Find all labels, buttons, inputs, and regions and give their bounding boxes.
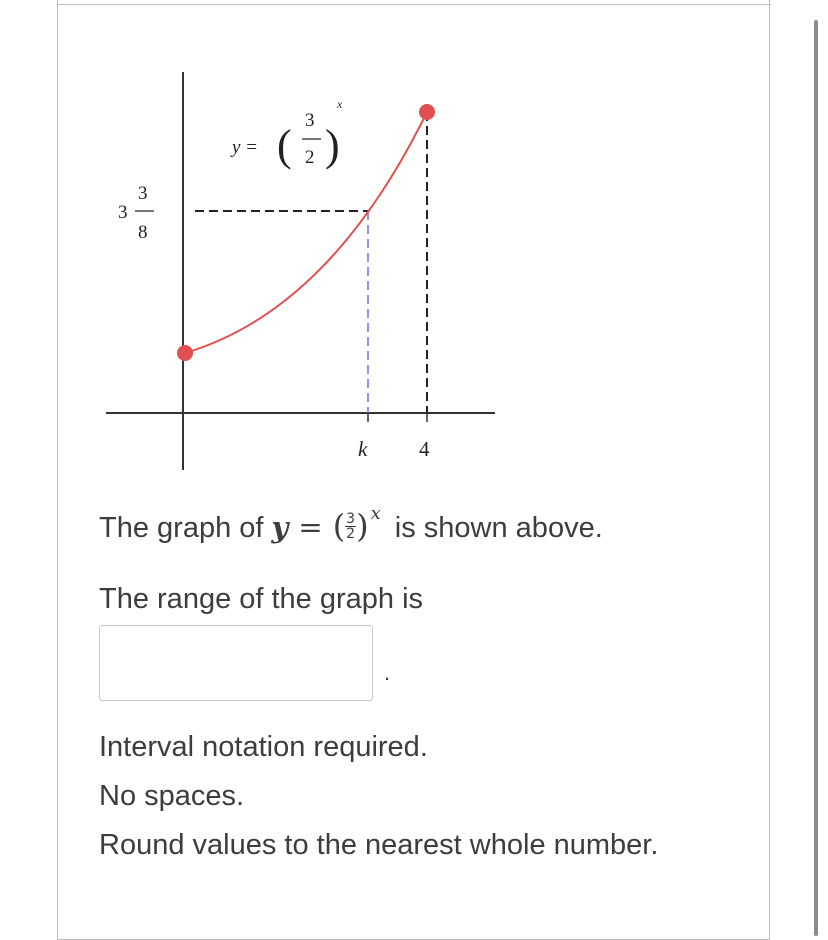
- equation-paren-open: (: [277, 121, 292, 170]
- x-tick-label-4: 4: [419, 437, 430, 461]
- question-statement: [99, 503, 603, 545]
- statement-equals: =: [298, 510, 323, 544]
- statement-paren-open: (: [332, 507, 346, 545]
- equation-base-numerator: 3: [305, 110, 315, 131]
- instruction-rounding: Round values to the nearest whole number.: [99, 829, 659, 861]
- statement-fraction: [345, 512, 356, 541]
- equation-base-denominator: 2: [305, 147, 315, 168]
- y-tick-numerator: 3: [138, 183, 148, 204]
- y-tick-whole: 3: [118, 202, 128, 223]
- range-prompt: The range of the graph is: [99, 583, 424, 615]
- equation-paren-close: ): [325, 121, 340, 170]
- statement-exponent: x: [370, 503, 381, 524]
- y-tick-denominator: 8: [138, 222, 148, 243]
- curve-end-point: [419, 104, 435, 120]
- statement-fraction-denominator: 2: [346, 525, 356, 542]
- curve-start-point: [177, 345, 193, 361]
- instruction-interval-notation: Interval notation required.: [99, 731, 428, 763]
- answer-period: .: [384, 660, 391, 685]
- equation-label: y =: [232, 137, 259, 158]
- statement-fraction-numerator: 3: [346, 510, 356, 527]
- equation-exponent: x: [337, 97, 343, 111]
- range-answer-input[interactable]: [99, 625, 373, 701]
- statement-suffix: is shown above.: [394, 512, 603, 544]
- x-tick-label-k: k: [358, 437, 368, 461]
- statement-var-y: y: [271, 510, 289, 544]
- statement-prefix: The graph of: [99, 512, 264, 544]
- instruction-no-spaces: No spaces.: [99, 780, 245, 812]
- statement-paren-close: ): [356, 507, 369, 545]
